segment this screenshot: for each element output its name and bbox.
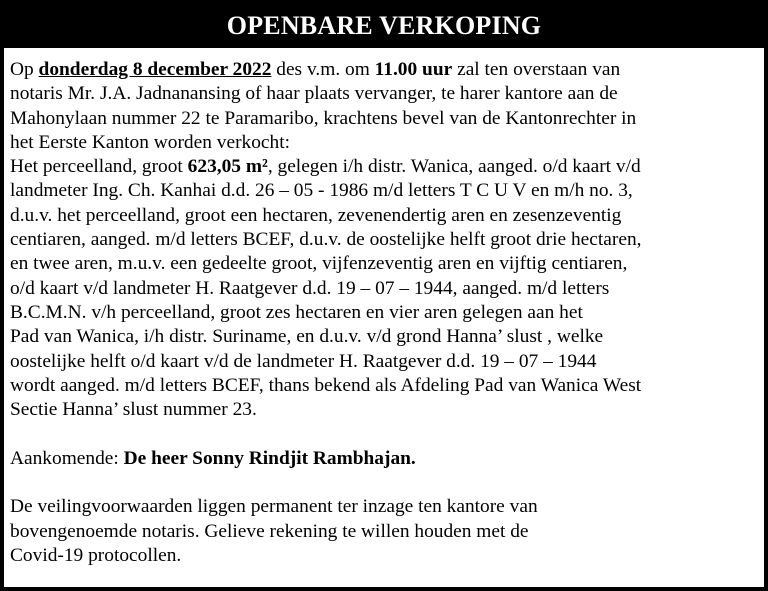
- parcel-l1b: , gelegen i/h distr. Wanica, aanged. o/d kaart v/d: [267, 156, 641, 178]
- conditions-line-2: bovengenoemde notaris. Gelieve rekening te willen houden met de: [10, 520, 529, 542]
- parcel-line-3: d.u.v. het perceelland, groot een hectaren, zevenendertig aren en zesenzeventig: [10, 204, 622, 226]
- parcel-line-9: oostelijke helft o/d kaart v/d de landmeter H. Raatgever d.d. 19 – 07 – 1944: [10, 350, 597, 372]
- auction-date: donderdag 8 december 2022: [38, 59, 272, 80]
- notice-body: [4, 48, 764, 568]
- notice-title: OPENBARE VERKOPING: [4, 4, 764, 48]
- parcel-line-6: o/d kaart v/d landmeter H. Raatgever d.d. 19 – 07 – 1944, aanged. m/d letters: [10, 277, 610, 299]
- buyer-label: Aankomende:: [10, 447, 124, 469]
- parcel-area: 623,05 m²: [187, 156, 268, 178]
- buyer-line: [10, 447, 756, 471]
- conditions-line-1: De veilingvoorwaarden liggen permanent ter inzage ten kantore van: [10, 496, 538, 518]
- buyer-name: De heer Sonny Rindjit Rambhajan.: [123, 447, 416, 469]
- intro-rest: zal ten overstaan van: [452, 59, 621, 80]
- spacer: [10, 422, 756, 446]
- parcel-line-5: en twee aren, m.u.v. een gedeelte groot, vijfenzeventig aren en vijftig centiaren,: [10, 253, 628, 275]
- parcel-line-2: landmeter Ing. Ch. Kanhai d.d. 26 – 05 - 1986 m/d letters T C U V en m/h no. 3,: [10, 180, 633, 202]
- intro-op: Op: [10, 59, 39, 80]
- parcel-line-4: centiaren, aanged. m/d letters BCEF, d.u.v. de oostelijke helft groot drie hectaren,: [10, 229, 642, 251]
- auction-time: 11.00 uur: [374, 59, 453, 80]
- parcel-line-8: Pad van Wanica, i/h distr. Suriname, en d.u.v. v/d grond Hanna’ slust , welke: [10, 326, 604, 348]
- intro-mid: des v.m. om: [271, 59, 375, 80]
- intro-line-2: notaris Mr. J.A. Jadnanansing of haar plaats vervanger, te harer kantore aan de: [10, 83, 618, 105]
- conditions-line-3: Covid-19 protocollen.: [10, 544, 182, 566]
- parcel-line-7: B.C.M.N. v/h perceelland, groot zes hectaren en vier aren gelegen aan het: [10, 301, 583, 323]
- parcel-line-1: [10, 155, 756, 179]
- intro-line-3: Mahonylaan nummer 22 te Paramaribo, krachtens bevel van de Kantonrechter in: [10, 107, 637, 129]
- parcel-line-10: wordt aanged. m/d letters BCEF, thans bekend als Afdeling Pad van Wanica West: [10, 374, 642, 396]
- parcel-l1a: Het perceelland, groot: [10, 156, 188, 178]
- spacer: [10, 471, 756, 495]
- parcel-line-11: Sectie Hanna’ slust nummer 23.: [10, 399, 257, 421]
- intro-line-4: het Eerste Kanton worden verkocht:: [10, 131, 290, 153]
- intro-line-1: [10, 58, 756, 82]
